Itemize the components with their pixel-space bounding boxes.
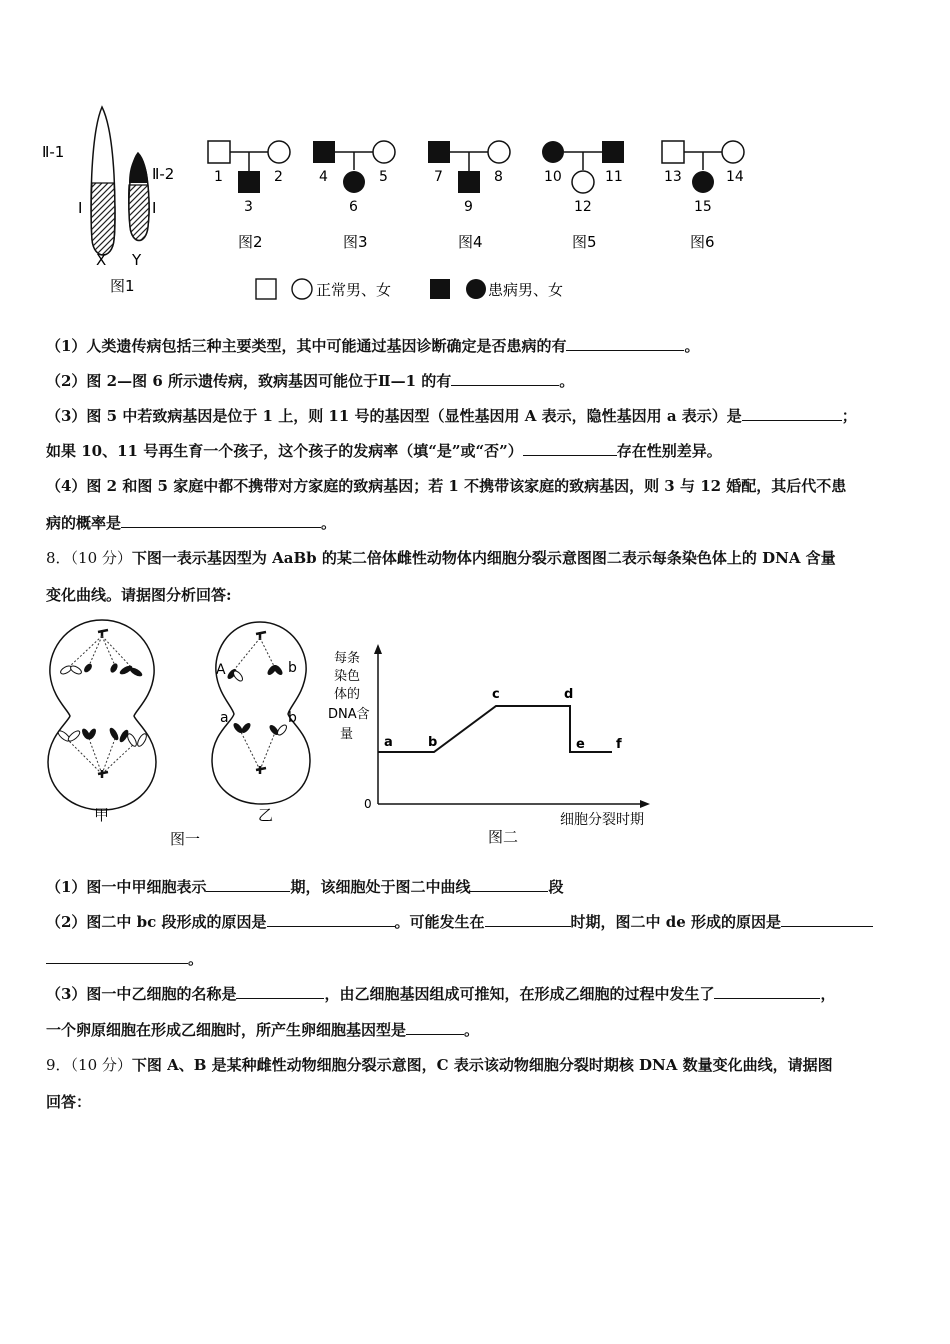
- chart-point-label-b: b: [428, 735, 438, 750]
- q7-sub4a: （4）图 2 和图 5 家庭中都不携带对方家庭的致病基因；若 1 不携带该家庭的致病基因，则 3 与 12 婚配，其后代不患: [46, 477, 847, 495]
- cell-yi: [212, 622, 310, 804]
- q8-blank6[interactable]: [236, 984, 324, 999]
- svg-text:4: 4: [319, 169, 328, 185]
- chart-point-label-e: e: [576, 737, 585, 752]
- svg-text:9: 9: [464, 199, 473, 215]
- svg-text:1: 1: [214, 169, 223, 185]
- pedigree-legend: [256, 279, 563, 299]
- q8-blank3[interactable]: [267, 912, 395, 927]
- pedigree-fig5: [542, 141, 624, 251]
- q7-sub3b: 如果 10、11 号再生育一个孩子，这个孩子的发病率（填“是”或“否”） 存在性别差异。: [46, 442, 722, 460]
- svg-text:体的: 体的: [334, 687, 361, 702]
- q8-sub2: （2）图二中 bc 段形成的原因是 。可能发生在 时期，图二中 de 形成的原因是: [46, 912, 873, 932]
- svg-text:5: 5: [379, 169, 388, 185]
- chart-point-label-a: a: [384, 735, 393, 750]
- svg-text:染色: 染色: [334, 669, 361, 684]
- pedigree-fig3: [313, 141, 395, 251]
- svg-text:3: 3: [244, 199, 253, 215]
- pedigree-fig2: [208, 141, 290, 251]
- q8-blank7[interactable]: [714, 984, 820, 999]
- svg-text:6: 6: [349, 199, 358, 215]
- svg-text:图3: 图3: [343, 233, 368, 251]
- chart-ylabel: [328, 651, 370, 742]
- chart-origin: 0: [364, 797, 372, 811]
- chart-xlabel: 细胞分裂时期: [560, 812, 644, 828]
- svg-text:图5: 图5: [572, 233, 597, 251]
- label-ii1: Ⅱ-1: [42, 143, 65, 161]
- label-x: X: [96, 251, 107, 269]
- svg-text:DNA含: DNA含: [328, 707, 370, 722]
- svg-text:正常男、女: 正常男、女: [316, 281, 392, 299]
- dna-content-chart: [322, 640, 662, 852]
- svg-text:15: 15: [694, 199, 712, 215]
- q8-blank5-cont[interactable]: [46, 949, 188, 964]
- chart-title: 图二: [488, 828, 519, 846]
- pedigree-fig6: [662, 141, 744, 251]
- q9-stem-line1: 9．（10 分）下图 A、B 是某种雌性动物细胞分裂示意图，C 表示该动物细胞分裂时期核 DNA 数量变化曲线，请据图: [46, 1056, 833, 1074]
- allele-A: A: [216, 662, 226, 678]
- pedigree-fig4: [428, 141, 510, 251]
- q8-stem-line1: 8．（10 分）下图一表示基因型为 AaBb 的某二倍体雌性动物体内细胞分裂示意图图二表示每条染色体上的 DNA 含量: [46, 549, 836, 567]
- svg-text:图4: 图4: [458, 233, 483, 251]
- x-chromosome: [91, 107, 115, 255]
- svg-text:11: 11: [605, 169, 623, 185]
- fig-one-caption: 图一: [170, 830, 201, 848]
- q8-sub1: （1）图一中甲细胞表示 期，该细胞处于图二中曲线 段: [46, 878, 564, 896]
- q8-sub3: （3）图一中乙细胞的名称是 ，由乙细胞基因组成可推知，在形成乙细胞的过程中发生了 ，: [46, 985, 836, 1003]
- q7-blank4[interactable]: [523, 441, 617, 456]
- svg-text:图6: 图6: [690, 233, 715, 251]
- label-i-left: Ⅰ: [78, 199, 83, 217]
- label-i-right: Ⅰ: [152, 199, 157, 217]
- q7-blank2[interactable]: [451, 371, 559, 386]
- svg-text:患病男、女: 患病男、女: [488, 281, 564, 299]
- q8-blank4[interactable]: [485, 912, 571, 927]
- label-y: Y: [132, 251, 142, 269]
- label-ii2: Ⅱ-2: [152, 165, 175, 183]
- cell-jia: [48, 620, 156, 810]
- q8-blank5[interactable]: [781, 912, 873, 927]
- chart-point-label-d: d: [564, 687, 574, 702]
- svg-text:10: 10: [544, 169, 562, 185]
- q7-sub3a: （3）图 5 中若致病基因是位于 1 上，则 11 号的基因型（显性基因用 A 表示，隐性基因用 a 表示）是 ；: [46, 407, 857, 425]
- q8-blank1[interactable]: [206, 877, 290, 892]
- allele-a: a: [220, 710, 229, 726]
- q7-sub1: （1）人类遗传病包括三种主要类型，其中可能通过基因诊断确定是否患病的有 。: [46, 337, 700, 355]
- q8-blank2[interactable]: [470, 877, 548, 892]
- cell-division-figure: [40, 612, 330, 852]
- allele-b-lower: b: [288, 710, 297, 726]
- svg-text:13: 13: [664, 169, 682, 185]
- svg-text:8: 8: [494, 169, 503, 185]
- q7-sub2: （2）图 2—图 6 所示遗传病，致病基因可能位于Ⅱ—1 的有 。: [46, 372, 575, 390]
- q7-blank5[interactable]: [121, 513, 321, 528]
- q7-sub4b: 病的概率是 。: [46, 514, 337, 532]
- chart-point-label-c: c: [492, 687, 500, 702]
- q8-blank8[interactable]: [406, 1020, 464, 1035]
- q9-stem-line2: 回答：: [46, 1093, 92, 1111]
- q8-sub3-cont: 一个卵原细胞在形成乙细胞时，所产生卵细胞基因型是 。: [46, 1021, 480, 1039]
- svg-text:每条: 每条: [334, 651, 361, 666]
- pedigree-figure: [40, 95, 760, 310]
- q7-blank1[interactable]: [566, 336, 684, 351]
- allele-b-upper: b: [288, 660, 297, 676]
- cell-jia-label: 甲: [94, 806, 110, 824]
- q8-sub2-cont: 。: [46, 949, 203, 969]
- chart-point-label-f: f: [616, 737, 622, 752]
- cell-yi-label: 乙: [258, 806, 274, 824]
- q8-stem-line2: 变化曲线。请据图分析回答:: [46, 586, 232, 604]
- svg-text:量: 量: [340, 727, 354, 742]
- q7-blank3[interactable]: [742, 406, 842, 421]
- svg-text:12: 12: [574, 199, 592, 215]
- svg-text:14: 14: [726, 169, 744, 185]
- svg-text:2: 2: [274, 169, 283, 185]
- fig1-caption: 图1: [110, 277, 135, 295]
- svg-text:图2: 图2: [238, 233, 263, 251]
- y-chromosome: [129, 153, 150, 241]
- svg-text:7: 7: [434, 169, 443, 185]
